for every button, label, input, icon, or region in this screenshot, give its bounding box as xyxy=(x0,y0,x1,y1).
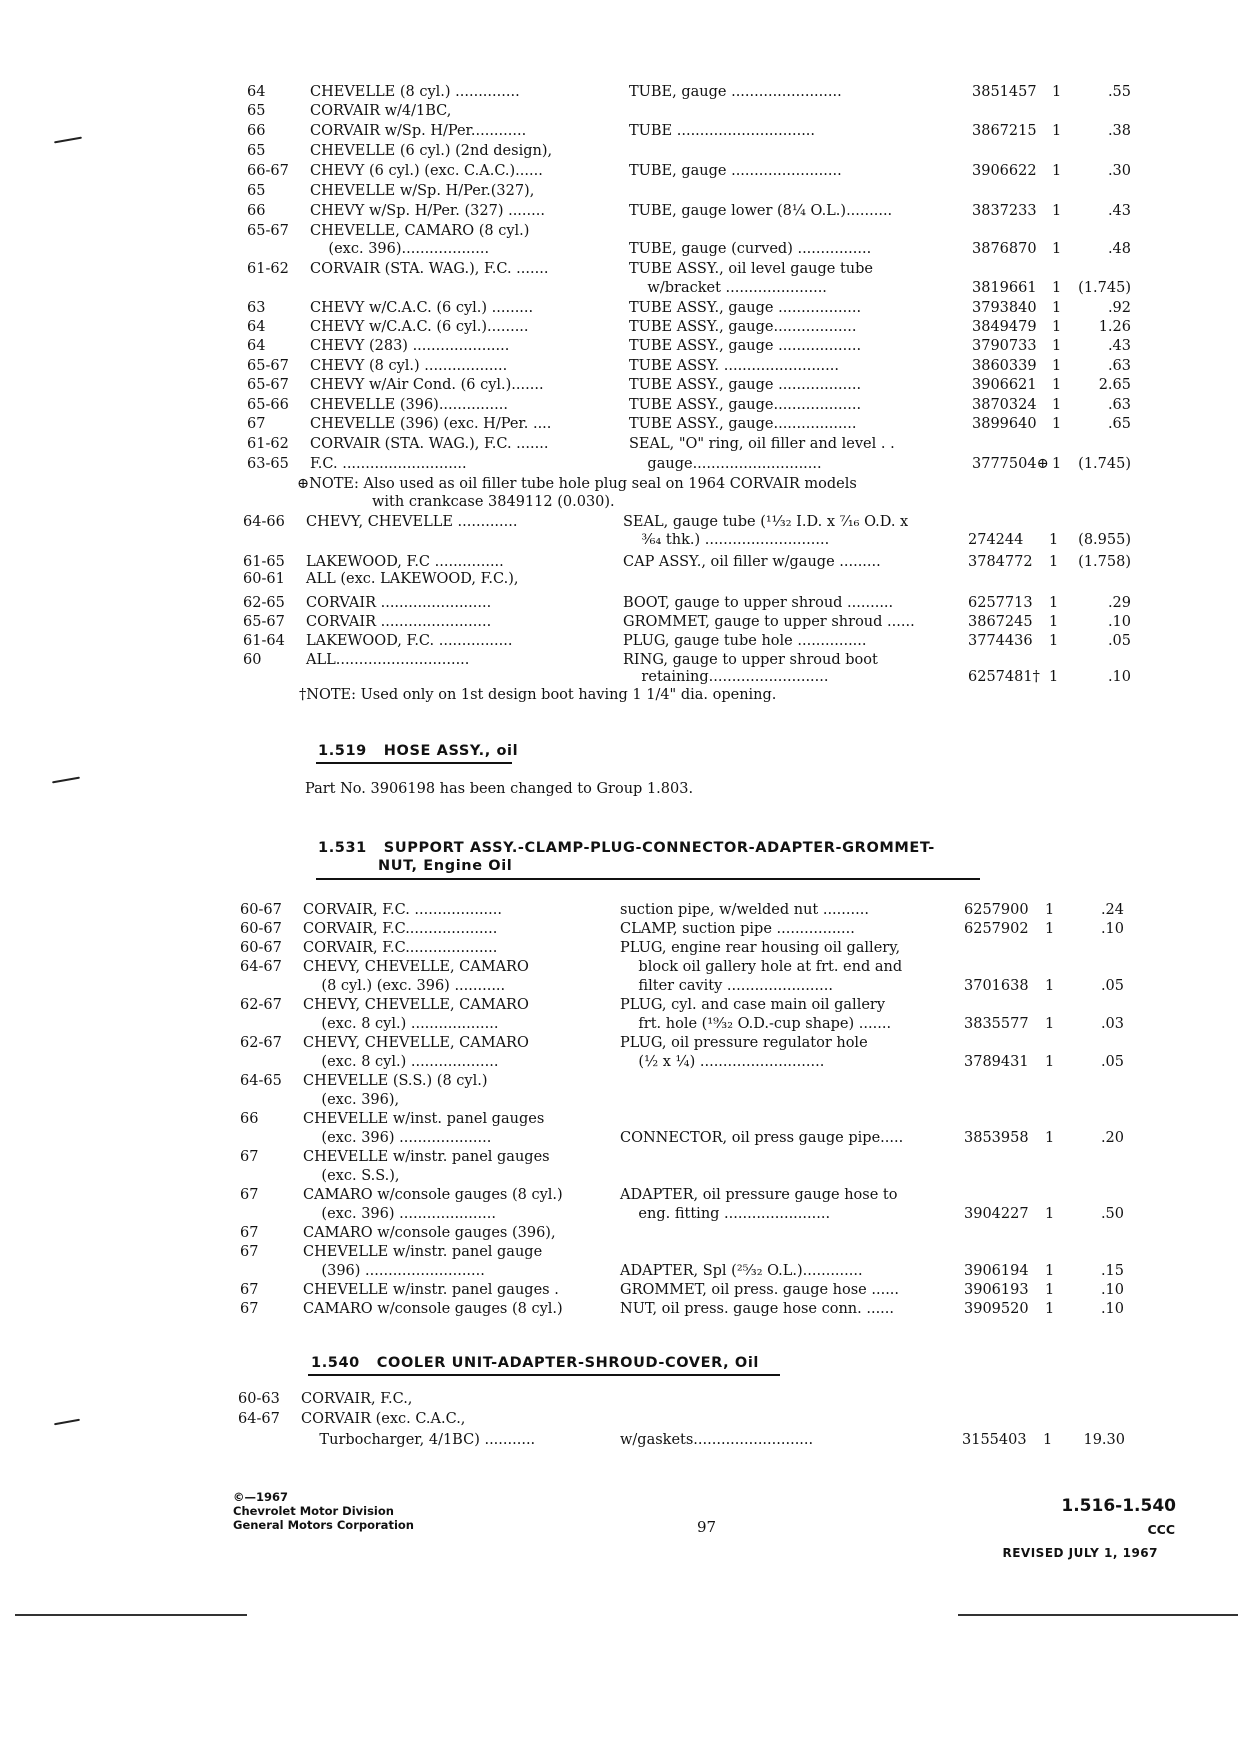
quantity-cell: 1 xyxy=(1045,1301,1055,1317)
description-cell: PLUG, cyl. and case main oil gallery xyxy=(620,997,886,1013)
table-row xyxy=(0,1014,1248,1034)
description-cell: TUBE ASSY., gauge .................. xyxy=(629,338,862,354)
price-cell: (8.955) xyxy=(1078,532,1131,548)
year-cell: 67 xyxy=(247,416,266,432)
bottom-scan-line-right xyxy=(958,1614,1238,1616)
footer-division: Chevrolet Motor Division xyxy=(233,1504,394,1518)
table-row xyxy=(0,900,1248,920)
table-row xyxy=(0,612,1248,632)
quantity-cell: 1 xyxy=(1049,554,1059,570)
year-cell: 64-67 xyxy=(238,1411,280,1427)
price-cell: .38 xyxy=(1107,123,1131,139)
table-row xyxy=(0,1185,1248,1205)
table-row xyxy=(0,1280,1248,1300)
year-cell: 62-67 xyxy=(240,1035,282,1051)
price-cell: .29 xyxy=(1107,595,1131,611)
description-cell: w/gaskets.......................... xyxy=(620,1432,814,1448)
application-cell: (exc. 8 cyl.) ................... xyxy=(303,1054,499,1070)
price-cell: (1.758) xyxy=(1078,554,1131,570)
description-cell: SEAL, gauge tube (¹¹⁄₃₂ I.D. x ⁷⁄₁₆ O.D. x xyxy=(623,514,909,530)
description-cell: filter cavity ....................... xyxy=(620,978,833,994)
application-cell: LAKEWOOD, F.C ............... xyxy=(306,554,504,570)
description-cell: TUBE ASSY., oil level gauge tube xyxy=(629,261,873,277)
application-cell: CHEVELLE, CAMARO (8 cyl.) xyxy=(310,223,530,239)
part-number-cell: 3851457 xyxy=(972,84,1037,100)
application-cell: CORVAIR, F.C.................... xyxy=(303,921,498,937)
description-cell: (½ x ¼) ........................... xyxy=(620,1054,825,1070)
table-row xyxy=(0,336,1248,356)
application-cell: CORVAIR (exc. C.A.C., xyxy=(301,1411,466,1427)
year-cell: 62-67 xyxy=(240,997,282,1013)
application-cell: CAMARO w/console gauges (8 cyl.) xyxy=(303,1187,563,1203)
description-cell: ³⁄₆₄ thk.) ........................... xyxy=(623,532,830,548)
table-row xyxy=(0,957,1248,977)
table-row xyxy=(0,454,1248,474)
application-cell: CORVAIR (STA. WAG.), F.C. ....... xyxy=(310,261,549,277)
year-cell: 67 xyxy=(240,1187,259,1203)
section-rule-1519 xyxy=(316,762,512,764)
table-row xyxy=(0,201,1248,221)
application-cell: ALL............................. xyxy=(306,652,470,668)
table-row xyxy=(0,1128,1248,1148)
table-row xyxy=(0,919,1248,939)
table-row xyxy=(0,1033,1248,1053)
application-cell: (exc. 396) .................... xyxy=(303,1130,492,1146)
application-cell: CHEVY (283) ..................... xyxy=(310,338,510,354)
section-heading-1519: 1.519 HOSE ASSY., oil xyxy=(318,743,519,759)
bottom-scan-line-left xyxy=(15,1614,247,1616)
quantity-cell: 1 xyxy=(1052,241,1062,257)
table-row xyxy=(0,121,1248,141)
year-cell: 63-65 xyxy=(247,456,289,472)
description-cell: TUBE, gauge (curved) ................ xyxy=(629,241,872,257)
part-number-cell: 6257902 xyxy=(964,921,1029,937)
price-cell: .10 xyxy=(1107,614,1131,630)
price-cell: 2.65 xyxy=(1098,377,1131,393)
year-cell: 67 xyxy=(240,1282,259,1298)
quantity-cell: 1 xyxy=(1052,280,1062,296)
price-cell: .10 xyxy=(1100,921,1124,937)
margin-mark xyxy=(52,777,80,784)
price-cell: .48 xyxy=(1107,241,1131,257)
application-cell: CORVAIR, F.C.................... xyxy=(303,940,498,956)
footer-corporation: General Motors Corporation xyxy=(233,1518,414,1532)
price-cell: .03 xyxy=(1100,1016,1124,1032)
year-cell: 64 xyxy=(247,338,266,354)
part-number-cell: 3793840 xyxy=(972,300,1037,316)
table-row xyxy=(0,1242,1248,1262)
section-rule-1531 xyxy=(316,878,980,880)
application-cell: CHEVY (8 cyl.) .................. xyxy=(310,358,508,374)
application-cell: CHEVELLE (6 cyl.) (2nd design), xyxy=(310,143,553,159)
table-row xyxy=(0,667,1248,687)
application-cell: Turbocharger, 4/1BC) ........... xyxy=(301,1432,536,1448)
price-cell: .63 xyxy=(1107,358,1131,374)
table-row xyxy=(0,1090,1248,1110)
price-cell: .05 xyxy=(1100,978,1124,994)
price-cell: .10 xyxy=(1100,1301,1124,1317)
part-number-cell: 3906621 xyxy=(972,377,1037,393)
table-row xyxy=(0,593,1248,613)
table-row xyxy=(0,82,1248,102)
price-cell: .30 xyxy=(1107,163,1131,179)
application-cell: CHEVELLE (S.S.) (8 cyl.) xyxy=(303,1073,488,1089)
application-cell: CORVAIR, F.C. ................... xyxy=(303,902,502,918)
quantity-cell: 1 xyxy=(1052,397,1062,413)
part-number-cell: 3899640 xyxy=(972,416,1037,432)
table-row xyxy=(0,395,1248,415)
quantity-cell: 1 xyxy=(1045,921,1055,937)
part-number-cell: 3789431 xyxy=(964,1054,1029,1070)
application-cell: CORVAIR w/4/1BC, xyxy=(310,103,452,119)
quantity-cell: 1 xyxy=(1045,1130,1055,1146)
quantity-cell: 1 xyxy=(1052,163,1062,179)
description-cell: TUBE ASSY., gauge.................. xyxy=(629,416,857,432)
description-cell: TUBE ASSY., gauge.................. xyxy=(629,319,857,335)
application-cell: F.C. ........................... xyxy=(310,456,467,472)
description-cell: TUBE ASSY., gauge .................. xyxy=(629,377,862,393)
application-cell: CHEVELLE w/instr. panel gauges xyxy=(303,1149,550,1165)
application-cell: (exc. 396) ..................... xyxy=(303,1206,496,1222)
note-boot: †NOTE: Used only on 1st design boot having 1 1/4" dia. opening. xyxy=(299,687,777,703)
table-row xyxy=(0,938,1248,958)
year-cell: 60 xyxy=(243,652,262,668)
part-number-cell: 6257713 xyxy=(968,595,1033,611)
part-number-cell: 3860339 xyxy=(972,358,1037,374)
year-cell: 65 xyxy=(247,103,266,119)
part-number-cell: 3867215 xyxy=(972,123,1037,139)
table-row xyxy=(0,356,1248,376)
part-number-cell: 3876870 xyxy=(972,241,1037,257)
application-cell: CHEVY (6 cyl.) (exc. C.A.C.)...... xyxy=(310,163,543,179)
application-cell: CHEVY, CHEVELLE, CAMARO xyxy=(303,997,529,1013)
table-row xyxy=(0,1052,1248,1072)
part-number-cell: 6257481† xyxy=(968,669,1040,685)
application-cell: CHEVY w/C.A.C. (6 cyl.)......... xyxy=(310,319,529,335)
table-row xyxy=(0,278,1248,298)
part-number-cell: 3777504⊕ xyxy=(972,456,1049,472)
year-cell: 63 xyxy=(247,300,266,316)
year-cell: 64-67 xyxy=(240,959,282,975)
year-cell: 67 xyxy=(240,1225,259,1241)
table-row xyxy=(0,512,1248,532)
quantity-cell: 1 xyxy=(1052,338,1062,354)
price-cell: 19.30 xyxy=(1083,1432,1125,1448)
price-cell: .05 xyxy=(1100,1054,1124,1070)
year-cell: 65-67 xyxy=(243,614,285,630)
price-cell: .20 xyxy=(1100,1130,1124,1146)
description-cell: CAP ASSY., oil filler w/gauge ......... xyxy=(623,554,881,570)
application-cell: CHEVY, CHEVELLE ............. xyxy=(306,514,518,530)
quantity-cell: 1 xyxy=(1052,300,1062,316)
description-cell: TUBE, gauge ........................ xyxy=(629,84,842,100)
price-cell: .10 xyxy=(1100,1282,1124,1298)
quantity-cell: 1 xyxy=(1049,532,1059,548)
year-cell: 65-67 xyxy=(247,358,289,374)
description-cell: SEAL, "O" ring, oil filler and level . . xyxy=(629,436,895,452)
description-cell: TUBE, gauge ........................ xyxy=(629,163,842,179)
application-cell: CORVAIR, F.C., xyxy=(301,1391,413,1407)
note-plug-seal: ⊕NOTE: Also used as oil filler tube hole plug seal on 1964 CORVAIR models xyxy=(297,476,857,492)
table-row xyxy=(0,181,1248,201)
quantity-cell: 1 xyxy=(1045,902,1055,918)
application-cell: CHEVY w/C.A.C. (6 cyl.) ......... xyxy=(310,300,534,316)
part-number-cell: 3906193 xyxy=(964,1282,1029,1298)
table-row xyxy=(0,161,1248,181)
description-cell: suction pipe, w/welded nut .......... xyxy=(620,902,869,918)
price-cell: (1.745) xyxy=(1078,456,1131,472)
section-heading-1531-cont: NUT, Engine Oil xyxy=(378,858,513,874)
table-row xyxy=(0,414,1248,434)
application-cell: CHEVY, CHEVELLE, CAMARO xyxy=(303,1035,529,1051)
application-cell: (8 cyl.) (exc. 396) ........... xyxy=(303,978,506,994)
application-cell: LAKEWOOD, F.C. ................ xyxy=(306,633,513,649)
part-number-cell: 6257900 xyxy=(964,902,1029,918)
part-number-cell: 3835577 xyxy=(964,1016,1029,1032)
table-row xyxy=(0,259,1248,279)
quantity-cell: 1 xyxy=(1045,1016,1055,1032)
table-row xyxy=(0,317,1248,337)
table-row xyxy=(0,1223,1248,1243)
part-number-cell: 3904227 xyxy=(964,1206,1029,1222)
application-cell: CAMARO w/console gauges (396), xyxy=(303,1225,556,1241)
price-cell: .92 xyxy=(1107,300,1131,316)
description-cell: w/bracket ...................... xyxy=(629,280,827,296)
table-row xyxy=(0,239,1248,259)
year-cell: 60-67 xyxy=(240,921,282,937)
quantity-cell: 1 xyxy=(1045,1282,1055,1298)
table-row xyxy=(0,995,1248,1015)
table-row xyxy=(0,976,1248,996)
quantity-cell: 1 xyxy=(1049,595,1059,611)
table-row xyxy=(0,631,1248,651)
application-cell: CHEVY, CHEVELLE, CAMARO xyxy=(303,959,529,975)
application-cell: CORVAIR w/Sp. H/Per............ xyxy=(310,123,527,139)
table-row xyxy=(0,1261,1248,1281)
page-number: 97 xyxy=(697,1518,717,1536)
application-cell: CHEVELLE w/instr. panel gauge xyxy=(303,1244,543,1260)
table-row xyxy=(0,141,1248,161)
year-cell: 65-66 xyxy=(247,397,289,413)
quantity-cell: 1 xyxy=(1043,1432,1053,1448)
quantity-cell: 1 xyxy=(1049,633,1059,649)
quantity-cell: 1 xyxy=(1045,1206,1055,1222)
quantity-cell: 1 xyxy=(1049,669,1059,685)
table-row xyxy=(0,1166,1248,1186)
description-cell: NUT, oil press. gauge hose conn. ...... xyxy=(620,1301,895,1317)
year-cell: 64-66 xyxy=(243,514,285,530)
application-cell: CHEVELLE (8 cyl.) .............. xyxy=(310,84,520,100)
application-cell: (396) .......................... xyxy=(303,1263,485,1279)
footer-code: CCC xyxy=(1147,1522,1175,1537)
table-row xyxy=(0,1109,1248,1129)
application-cell: ALL (exc. LAKEWOOD, F.C.), xyxy=(306,571,519,587)
price-cell: .63 xyxy=(1107,397,1131,413)
part-number-cell: 3837233 xyxy=(972,203,1037,219)
application-cell: CHEVY w/Sp. H/Per. (327) ........ xyxy=(310,203,545,219)
quantity-cell: 1 xyxy=(1052,84,1062,100)
price-cell: 1.26 xyxy=(1098,319,1131,335)
table-row xyxy=(0,298,1248,318)
part-number-cell: 3155403 xyxy=(962,1432,1027,1448)
footer-publisher xyxy=(233,1490,414,1532)
year-cell: 62-65 xyxy=(243,595,285,611)
application-cell: CORVAIR ........................ xyxy=(306,595,492,611)
table-row xyxy=(0,434,1248,454)
part-number-cell: 3784772 xyxy=(968,554,1033,570)
part-number-cell: 3790733 xyxy=(972,338,1037,354)
application-cell: CHEVY w/Air Cond. (6 cyl.)....... xyxy=(310,377,544,393)
table-row xyxy=(0,221,1248,241)
year-cell: 66-67 xyxy=(247,163,289,179)
description-cell: BOOT, gauge to upper shroud .......... xyxy=(623,595,894,611)
description-cell: ADAPTER, oil pressure gauge hose to xyxy=(620,1187,898,1203)
quantity-cell: 1 xyxy=(1045,1054,1055,1070)
price-cell: .24 xyxy=(1100,902,1124,918)
quantity-cell: 1 xyxy=(1052,456,1062,472)
description-cell: PLUG, engine rear housing oil gallery, xyxy=(620,940,901,956)
application-cell: CORVAIR ........................ xyxy=(306,614,492,630)
quantity-cell: 1 xyxy=(1045,978,1055,994)
year-cell: 60-67 xyxy=(240,902,282,918)
year-cell: 60-61 xyxy=(243,571,285,587)
table-row xyxy=(0,1204,1248,1224)
year-cell: 67 xyxy=(240,1301,259,1317)
table-row xyxy=(0,1071,1248,1091)
application-cell: CHEVELLE (396) (exc. H/Per. .... xyxy=(310,416,552,432)
table-row xyxy=(0,1409,1248,1429)
year-cell: 65-67 xyxy=(247,223,289,239)
year-cell: 60-67 xyxy=(240,940,282,956)
year-cell: 61-62 xyxy=(247,261,289,277)
part-number-cell: 3853958 xyxy=(964,1130,1029,1146)
year-cell: 67 xyxy=(240,1244,259,1260)
application-cell: CAMARO w/console gauges (8 cyl.) xyxy=(303,1301,563,1317)
application-cell: (exc. 8 cyl.) ................... xyxy=(303,1016,499,1032)
application-cell: (exc. 396), xyxy=(303,1092,400,1108)
price-cell: .43 xyxy=(1107,338,1131,354)
description-cell: TUBE ASSY. ......................... xyxy=(629,358,839,374)
application-cell: CHEVELLE (396)............... xyxy=(310,397,508,413)
description-cell: block oil gallery hole at frt. end and xyxy=(620,959,903,975)
description-cell: eng. fitting ....................... xyxy=(620,1206,831,1222)
table-row xyxy=(0,530,1248,550)
application-cell: CORVAIR (STA. WAG.), F.C. ....... xyxy=(310,436,549,452)
year-cell: 61-64 xyxy=(243,633,285,649)
section-heading-1540: 1.540 COOLER UNIT-ADAPTER-SHROUD-COVER, Oil xyxy=(311,1355,759,1371)
year-cell: 66 xyxy=(240,1111,259,1127)
quantity-cell: 1 xyxy=(1052,203,1062,219)
description-cell: TUBE ASSY., gauge................... xyxy=(629,397,862,413)
part-number-cell: 3870324 xyxy=(972,397,1037,413)
year-cell: 64 xyxy=(247,84,266,100)
part-number-cell: 3774436 xyxy=(968,633,1033,649)
year-cell: 65 xyxy=(247,183,266,199)
footer-revised: REVISED JULY 1, 1967 xyxy=(1002,1546,1158,1560)
description-cell: TUBE ASSY., gauge .................. xyxy=(629,300,862,316)
description-cell: TUBE .............................. xyxy=(629,123,816,139)
table-row xyxy=(0,375,1248,395)
description-cell: frt. hole (¹⁹⁄₃₂ O.D.-cup shape) ....... xyxy=(620,1016,892,1032)
price-cell: .05 xyxy=(1107,633,1131,649)
quantity-cell: 1 xyxy=(1045,1263,1055,1279)
application-cell: (exc. 396)................... xyxy=(310,241,490,257)
year-cell: 66 xyxy=(247,123,266,139)
part-number-cell: 274244 xyxy=(968,532,1024,548)
table-row xyxy=(0,101,1248,121)
quantity-cell: 1 xyxy=(1052,319,1062,335)
year-cell: 61-62 xyxy=(247,436,289,452)
year-cell: 64-65 xyxy=(240,1073,282,1089)
part-number-cell: 3701638 xyxy=(964,978,1029,994)
table-row xyxy=(0,1389,1248,1409)
footer-group-range: 1.516-1.540 xyxy=(1061,1496,1176,1516)
quantity-cell: 1 xyxy=(1052,358,1062,374)
price-cell: .10 xyxy=(1107,669,1131,685)
application-cell: CHEVELLE w/instr. panel gauges . xyxy=(303,1282,559,1298)
application-cell: CHEVELLE w/Sp. H/Per.(327), xyxy=(310,183,535,199)
section-heading-1531: 1.531 SUPPORT ASSY.-CLAMP-PLUG-CONNECTOR-ADAPTER-GROMMET- xyxy=(318,840,935,856)
section-text-1519: Part No. 3906198 has been changed to Group 1.803. xyxy=(305,781,694,797)
description-cell: TUBE, gauge lower (8¼ O.L.).......... xyxy=(629,203,893,219)
year-cell: 65 xyxy=(247,143,266,159)
year-cell: 61-65 xyxy=(243,554,285,570)
description-cell: gauge............................ xyxy=(629,456,822,472)
description-cell: RING, gauge to upper shroud boot xyxy=(623,652,878,668)
year-cell: 66 xyxy=(247,203,266,219)
year-cell: 67 xyxy=(240,1149,259,1165)
price-cell: .55 xyxy=(1107,84,1131,100)
price-cell: (1.745) xyxy=(1078,280,1131,296)
description-cell: PLUG, oil pressure regulator hole xyxy=(620,1035,868,1051)
year-cell: 64 xyxy=(247,319,266,335)
part-number-cell: 3819661 xyxy=(972,280,1037,296)
description-cell: CLAMP, suction pipe ................. xyxy=(620,921,855,937)
description-cell: retaining.......................... xyxy=(623,669,829,685)
footer-copyright: ©—1967 xyxy=(233,1490,289,1504)
description-cell: GROMMET, oil press. gauge hose ...... xyxy=(620,1282,900,1298)
table-row xyxy=(0,1299,1248,1319)
part-number-cell: 3849479 xyxy=(972,319,1037,335)
part-number-cell: 3909520 xyxy=(964,1301,1029,1317)
table-row xyxy=(0,569,1248,589)
part-number-cell: 3867245 xyxy=(968,614,1033,630)
note-plug-seal-cont: with crankcase 3849112 (0.030). xyxy=(372,494,615,510)
price-cell: .15 xyxy=(1100,1263,1124,1279)
price-cell: .50 xyxy=(1100,1206,1124,1222)
section-rule-1540 xyxy=(308,1374,780,1376)
part-number-cell: 3906622 xyxy=(972,163,1037,179)
description-cell: ADAPTER, Spl (²⁵⁄₃₂ O.L.)............. xyxy=(620,1263,863,1279)
application-cell: CHEVELLE w/inst. panel gauges xyxy=(303,1111,545,1127)
quantity-cell: 1 xyxy=(1052,377,1062,393)
price-cell: .43 xyxy=(1107,203,1131,219)
price-cell: .65 xyxy=(1107,416,1131,432)
year-cell: 60-63 xyxy=(238,1391,280,1407)
quantity-cell: 1 xyxy=(1052,416,1062,432)
quantity-cell: 1 xyxy=(1052,123,1062,139)
description-cell: GROMMET, gauge to upper shroud ...... xyxy=(623,614,915,630)
description-cell: PLUG, gauge tube hole ............... xyxy=(623,633,867,649)
application-cell: (exc. S.S.), xyxy=(303,1168,400,1184)
table-row xyxy=(0,1430,1248,1450)
quantity-cell: 1 xyxy=(1049,614,1059,630)
year-cell: 65-67 xyxy=(247,377,289,393)
part-number-cell: 3906194 xyxy=(964,1263,1029,1279)
description-cell: CONNECTOR, oil press gauge pipe..... xyxy=(620,1130,904,1146)
table-row xyxy=(0,1147,1248,1167)
